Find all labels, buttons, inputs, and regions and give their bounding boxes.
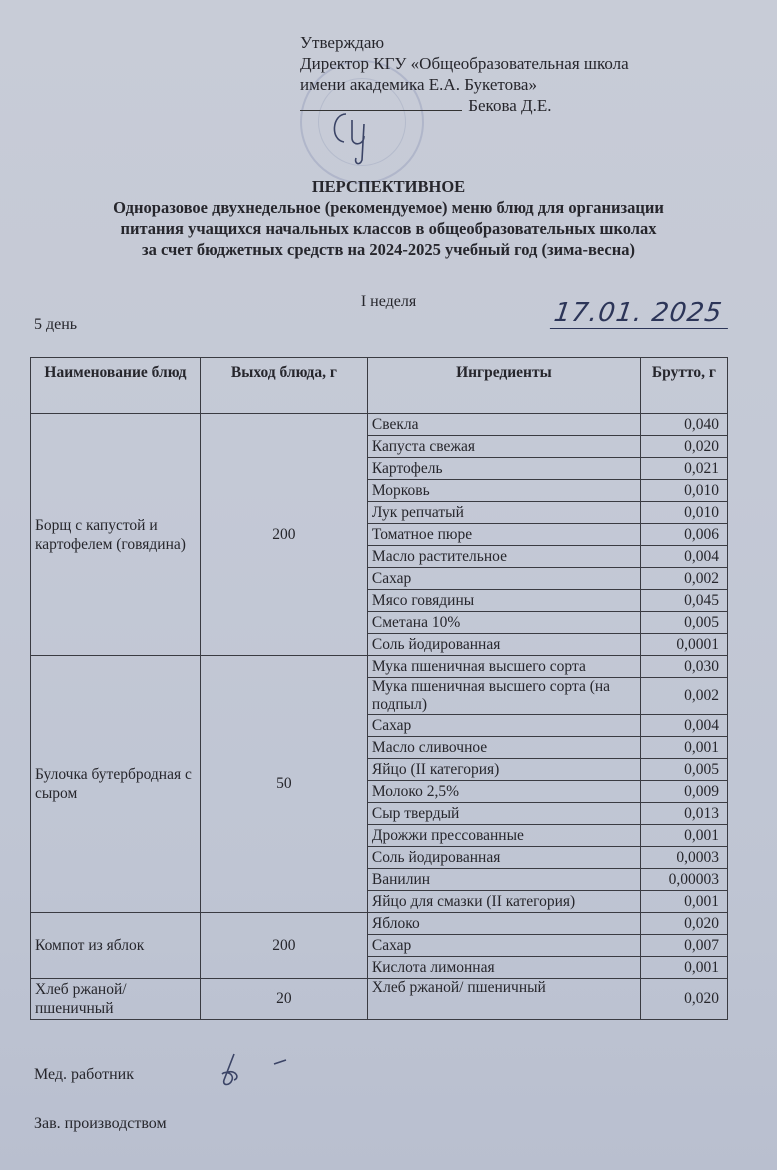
table-row — [31, 913, 728, 935]
med-worker-signature-icon — [212, 1050, 302, 1090]
ingredient-gross: 0,001 — [640, 891, 727, 913]
ingredient-name: Капуста свежая — [367, 436, 640, 458]
ingredient-name: Молоко 2,5% — [367, 781, 640, 803]
approval-signer: Бекова Д.Е. — [468, 96, 552, 115]
ingredient-gross: 0,006 — [640, 524, 727, 546]
ingredient-gross: 0,0001 — [640, 634, 727, 656]
ingredient-gross: 0,004 — [640, 715, 727, 737]
ingredient-name: Хлеб ржаной/ пшеничный — [367, 979, 640, 1020]
ingredient-name: Яблоко — [367, 913, 640, 935]
ingredient-name: Сыр твердый — [367, 803, 640, 825]
ingredient-gross: 0,001 — [640, 957, 727, 979]
approval-school: имени академика Е.А. Букетова» — [300, 75, 537, 94]
ingredient-gross: 0,001 — [640, 737, 727, 759]
ingredient-name: Морковь — [367, 480, 640, 502]
ingredient-name: Томатное пюре — [367, 524, 640, 546]
approval-heading: Утверждаю — [300, 33, 385, 52]
dish-name: Хлеб ржаной/ пшеничный — [31, 979, 201, 1020]
handwritten-date: 17.01. 2025 — [550, 298, 732, 329]
ingredient-gross: 0,010 — [640, 480, 727, 502]
ingredient-gross: 0,005 — [640, 759, 727, 781]
approval-director: Директор КГУ «Общеобразовательная школа — [300, 54, 629, 73]
ingredient-name: Дрожжи прессованные — [367, 825, 640, 847]
title-heading: ПЕРСПЕКТИВНОЕ — [311, 177, 466, 196]
dish-name: Компот из яблок — [31, 913, 201, 979]
ingredient-gross: 0,007 — [640, 935, 727, 957]
ingredient-gross: 0,013 — [640, 803, 727, 825]
table-row — [31, 656, 728, 678]
header-dish-name: Наименование блюд — [31, 358, 201, 414]
table-header-row — [31, 358, 728, 414]
menu-table — [30, 357, 728, 1020]
menu-table-body — [31, 414, 728, 1020]
ingredient-name: Масло сливочное — [367, 737, 640, 759]
header-yield: Выход блюда, г — [200, 358, 367, 414]
title-line-2: питания учащихся начальных классов в общеобразовательных школах — [120, 219, 657, 238]
ingredient-gross: 0,00003 — [640, 869, 727, 891]
ingredient-gross: 0,004 — [640, 546, 727, 568]
ingredient-gross: 0,020 — [640, 979, 727, 1020]
ingredient-gross: 0,002 — [640, 678, 727, 715]
ingredient-gross: 0,045 — [640, 590, 727, 612]
ingredient-name: Картофель — [367, 458, 640, 480]
table-row — [31, 979, 728, 1020]
dish-yield: 200 — [200, 913, 367, 979]
ingredient-gross: 0,005 — [640, 612, 727, 634]
header-ingredients: Ингредиенты — [367, 358, 640, 414]
production-head-label: Зав. производством — [34, 1115, 167, 1132]
ingredient-name: Мука пшеничная высшего сорта (на подпыл) — [367, 678, 640, 715]
ingredient-gross: 0,021 — [640, 458, 727, 480]
ingredient-name: Сахар — [367, 715, 640, 737]
ingredient-gross: 0,030 — [640, 656, 727, 678]
dish-yield: 20 — [200, 979, 367, 1020]
dish-name: Борщ с капустой и картофелем (говядина) — [31, 414, 201, 656]
ingredient-name: Мясо говядины — [367, 590, 640, 612]
ingredient-name: Масло растительное — [367, 546, 640, 568]
ingredient-name: Сахар — [367, 935, 640, 957]
ingredient-name: Яйцо для смазки (II категория) — [367, 891, 640, 913]
ingredient-name: Яйцо (II категория) — [367, 759, 640, 781]
title-line-3: за счет бюджетных средств на 2024-2025 учебный год (зима-весна) — [142, 240, 635, 259]
header-gross: Брутто, г — [640, 358, 727, 414]
ingredient-name: Лук репчатый — [367, 502, 640, 524]
dish-yield: 50 — [200, 656, 367, 913]
ingredient-name: Соль йодированная — [367, 847, 640, 869]
week-label: I неделя — [360, 293, 417, 310]
title-line-1: Одноразовое двухнедельное (рекомендуемое) меню блюд для организации — [113, 198, 664, 217]
director-signature-icon — [318, 100, 388, 170]
ingredient-gross: 0,020 — [640, 913, 727, 935]
document-title — [0, 176, 777, 260]
ingredient-name: Кислота лимонная — [367, 957, 640, 979]
med-worker-label: Мед. работник — [34, 1066, 134, 1083]
day-label: 5 день — [34, 316, 78, 333]
ingredient-name: Сахар — [367, 568, 640, 590]
ingredient-gross: 0,040 — [640, 414, 727, 436]
dish-yield: 200 — [200, 414, 367, 656]
dish-name: Булочка бутербродная с сыром — [31, 656, 201, 913]
table-row — [31, 414, 728, 436]
ingredient-name: Сметана 10% — [367, 612, 640, 634]
ingredient-gross: 0,002 — [640, 568, 727, 590]
ingredient-gross: 0,010 — [640, 502, 727, 524]
ingredient-name: Свекла — [367, 414, 640, 436]
ingredient-gross: 0,0003 — [640, 847, 727, 869]
ingredient-name: Мука пшеничная высшего сорта — [367, 656, 640, 678]
ingredient-gross: 0,009 — [640, 781, 727, 803]
ingredient-gross: 0,020 — [640, 436, 727, 458]
ingredient-gross: 0,001 — [640, 825, 727, 847]
ingredient-name: Ванилин — [367, 869, 640, 891]
ingredient-name: Соль йодированная — [367, 634, 640, 656]
